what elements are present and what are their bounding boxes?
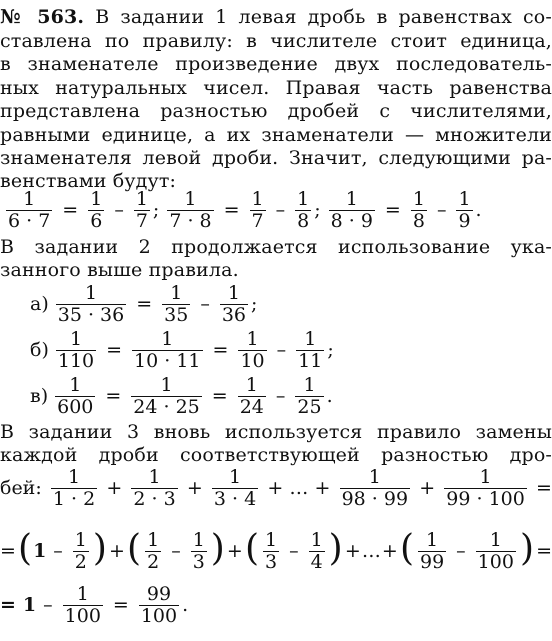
- plus-sign: +: [106, 477, 123, 499]
- plus-sign: +: [314, 477, 331, 499]
- semicolon: ;: [152, 199, 160, 221]
- result-one: 1: [22, 594, 37, 616]
- period: .: [326, 385, 333, 407]
- fraction: $\frac{1}{3 \cdot 4}$: [213, 465, 257, 510]
- fraction: $\frac{1}{7}$: [251, 187, 264, 232]
- fraction: $\frac{1}{11}$: [298, 327, 323, 372]
- minus-sign: –: [43, 594, 53, 616]
- item-label: в): [30, 385, 49, 407]
- semicolon: ;: [327, 339, 334, 361]
- period: .: [182, 594, 189, 616]
- equals-sign: =: [0, 540, 16, 562]
- fraction: $\frac{1}{10}$: [240, 327, 265, 372]
- fraction: $\frac{1}{35 \cdot 36}$: [57, 281, 125, 326]
- fraction: $\frac{1}{6 \cdot 7}$: [8, 187, 51, 232]
- paragraph1-line-3: в знаменателе произведение двух последователь-: [0, 53, 552, 75]
- equals-sign: =: [136, 293, 153, 315]
- equals-sign: =: [384, 199, 401, 221]
- fraction: $\frac{1}{9}$: [458, 187, 471, 232]
- group-1: ( 1 – $\frac{1}{2}$ ): [18, 528, 107, 573]
- sum-prefix: бей:: [0, 477, 42, 499]
- fraction: $\frac{1}{600}$: [57, 373, 94, 418]
- item-c: [30, 374, 333, 418]
- plus-sign: +: [226, 540, 243, 562]
- period: .: [475, 199, 482, 221]
- fraction: $\frac{1}{7 \cdot 8}$: [169, 187, 212, 232]
- fraction: $\frac{1}{8 \cdot 9}$: [330, 187, 373, 232]
- minus-sign: –: [275, 199, 286, 221]
- fraction: $\frac{1}{24 \cdot 25}$: [133, 373, 200, 418]
- group-2: ( $\frac{1}{2}$ – $\frac{1}{3}$ ): [127, 528, 225, 573]
- minus-sign: –: [200, 293, 210, 315]
- item-label: б): [30, 339, 49, 361]
- result-fraction: $\frac{99}{100}$: [140, 582, 178, 627]
- exercise-number: № 563.: [0, 6, 85, 28]
- fraction: $\frac{1}{8}$: [412, 187, 425, 232]
- fraction: $\frac{1}{100}$: [64, 582, 101, 627]
- minus-sign: –: [276, 339, 287, 361]
- result-row: [0, 582, 188, 628]
- paragraph1-line-5: представлена разностью дробей с числителями,: [0, 100, 552, 122]
- fraction: $\frac{1}{1 \cdot 2}$: [52, 465, 96, 510]
- plus-sign: +: [419, 477, 436, 499]
- equals-sign: =: [212, 339, 229, 361]
- paragraph1-line-7: знаменателя левой дроби. Значит, следующими ра-: [0, 147, 552, 169]
- item-a: [30, 282, 257, 326]
- fraction: $\frac{1}{25}$: [297, 373, 322, 418]
- paragraph2-line-2: занного выше правила.: [0, 259, 239, 281]
- paragraph3-line-2: каждой дроби соответствующей разностью дро-: [0, 444, 552, 466]
- minus-sign: –: [275, 385, 286, 407]
- fraction: $\frac{1}{98 \cdot 99}$: [341, 465, 409, 510]
- equals-sign: =: [223, 199, 240, 221]
- fraction: $\frac{1}{2 \cdot 3}$: [133, 465, 176, 510]
- minus-sign: –: [114, 199, 124, 221]
- equals-sign: =: [105, 385, 122, 407]
- equals-sign: =: [62, 199, 79, 221]
- paragraph1-line-6: равными единице, а их знаменатели — множители: [0, 124, 552, 146]
- equals-sign: =: [106, 339, 123, 361]
- plus-sign: +: [186, 477, 203, 499]
- paragraph1-text-1: В задании 1 левая дробь в равенствах со-: [95, 6, 552, 28]
- fraction: $\frac{1}{110}$: [57, 327, 95, 372]
- fraction: $\frac{1}{7}$: [135, 187, 148, 232]
- ellipsis: …: [361, 540, 381, 562]
- plus-sign: +: [344, 540, 361, 562]
- paragraph3-line-1: В задании 3 вновь используется правило замены: [0, 421, 552, 443]
- equals-sign: =: [535, 477, 552, 499]
- fraction: $\frac{1}{8}$: [297, 187, 310, 232]
- ellipsis: …: [289, 477, 309, 499]
- group-3: ( $\frac{1}{3}$ – $\frac{1}{4}$ ): [244, 528, 343, 573]
- paragraph1-line-1: [0, 6, 552, 28]
- plus-sign: +: [381, 540, 398, 562]
- equals-sign: =: [536, 540, 552, 562]
- fraction: $\frac{1}{99 \cdot 100}$: [446, 465, 525, 510]
- fraction: $\frac{1}{10 \cdot 11}$: [134, 327, 201, 372]
- fraction: $\frac{1}{6}$: [90, 187, 103, 232]
- item-label: а): [30, 293, 49, 315]
- semicolon: ;: [251, 293, 258, 315]
- fraction: $\frac{1}{36}$: [221, 281, 247, 326]
- paragraph1-line-2: ставлена по правилу: в числителе стоит единица,: [0, 30, 552, 52]
- equals-sign: =: [112, 594, 129, 616]
- sum-row: [0, 466, 552, 510]
- equals-sign: =: [211, 385, 228, 407]
- fraction: $\frac{1}{35}$: [164, 281, 189, 326]
- plus-sign: +: [109, 540, 125, 562]
- fraction: $\frac{1}{24}$: [239, 373, 264, 418]
- semicolon: ;: [314, 199, 321, 221]
- equations-row-1: [3, 188, 482, 232]
- plus-sign: +: [267, 477, 284, 499]
- paragraph2-line-1: В задании 2 продолжается использование ука-: [0, 236, 552, 258]
- expansion-row: [0, 528, 552, 574]
- group-4: ( $\frac{1}{99}$ – $\frac{1}{100}$ ): [399, 528, 534, 573]
- paragraph1-line-8: венствами будут:: [0, 170, 177, 192]
- minus-sign: –: [436, 199, 447, 221]
- paragraph1-line-4: ных натуральных чисел. Правая часть равенства: [0, 77, 552, 99]
- equals-sign: =: [0, 594, 16, 616]
- item-b: [30, 328, 334, 372]
